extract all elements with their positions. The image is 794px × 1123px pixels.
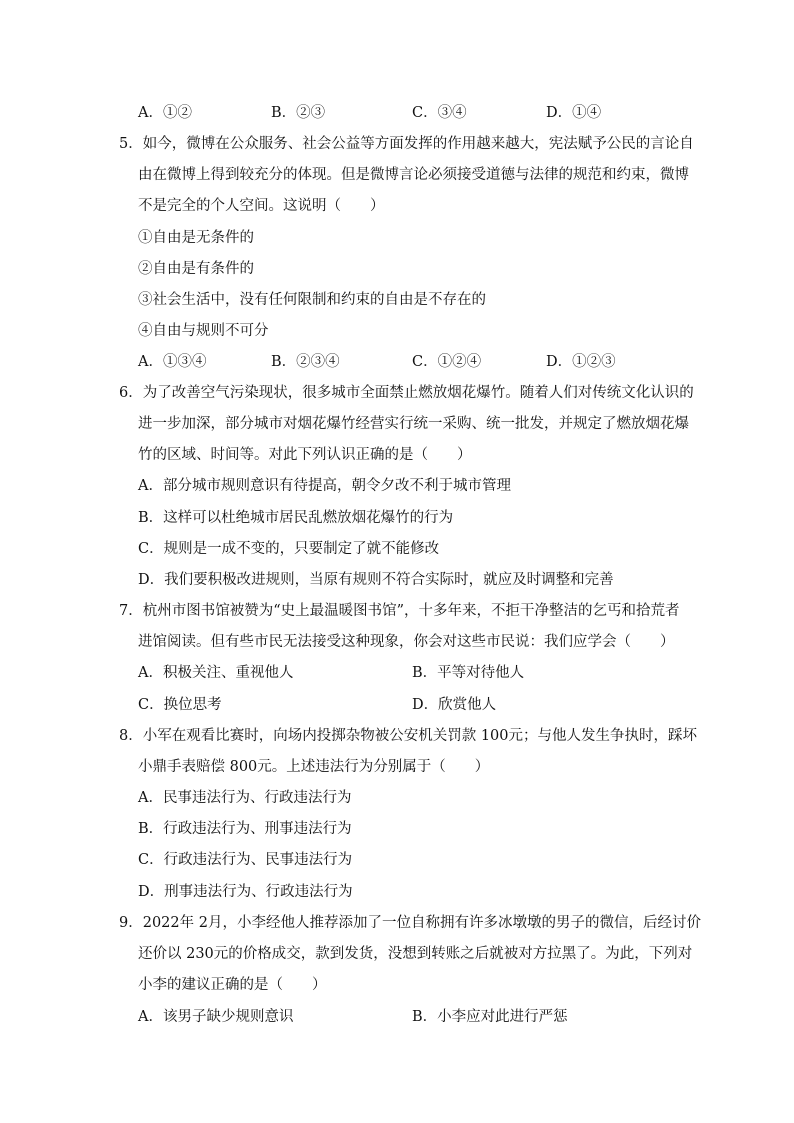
q8-option-d[interactable]: D．刑事违法行为、行政违法行为 <box>138 884 353 900</box>
q6-stem-line-2: 进一步加深，部分城市对烟花爆竹经营实行统一采购、统一批发，并规定了燃放烟花爆 <box>138 416 689 432</box>
q5-item-2: ②自由是有条件的 <box>138 261 254 277</box>
q4-option-d[interactable]: D．①④ <box>546 105 602 121</box>
q6-option-d[interactable]: D．我们要积极改进规则，当原有规则不符合实际时，就应及时调整和完善 <box>138 572 614 588</box>
q5-item-4: ④自由与规则不可分 <box>138 323 269 339</box>
q7-option-a[interactable]: A．积极关注、重视他人 <box>138 665 294 681</box>
q8-stem-line-1: 8．小军在观看比赛时，向场内投掷杂物被公安机关罚款 100元；与他人发生争执时，踩坏 <box>119 728 698 744</box>
q7-stem-line-2: 进馆阅读。但有些市民无法接受这种现象，你会对这些市民说：我们应学会（ ） <box>138 634 675 650</box>
q5-item-1: ①自由是无条件的 <box>138 230 254 246</box>
q5-option-b[interactable]: B．②③④ <box>271 354 340 370</box>
q7-stem-line-1: 7．杭州市图书馆被赞为“史上最温暖图书馆”，十多年来，不拒干净整洁的乞丐和拾荒者 <box>119 603 680 619</box>
q6-option-a[interactable]: A．部分城市规则意识有待提高，朝令夕改不利于城市管理 <box>138 478 511 494</box>
q6-option-c[interactable]: C．规则是一成不变的，只要制定了就不能修改 <box>138 541 440 557</box>
q5-stem-line-2: 由在微博上得到较充分的体现。但是微博言论必须接受道德与法律的规范和约束，微博 <box>138 167 689 183</box>
q9-stem-line-2: 还价以 230元的价格成交，款到发货，没想到转账之后就被对方拉黑了。为此，下列对 <box>138 946 693 962</box>
q5-option-d[interactable]: D．①②③ <box>546 354 616 370</box>
q5-stem-line-3: 不是完全的个人空间。这说明（ ） <box>138 198 385 214</box>
q6-stem-line-3: 竹的区域、时间等。对此下列认识正确的是（ ） <box>138 447 472 463</box>
q5-item-3: ③社会生活中，没有任何限制和约束的自由是不存在的 <box>138 292 486 308</box>
q5-option-c[interactable]: C．①②④ <box>412 354 482 370</box>
q8-option-c[interactable]: C．行政违法行为、民事违法行为 <box>138 852 353 868</box>
q9-stem-line-1: 9．2022年 2月，小李经他人推荐添加了一位自称拥有许多冰墩墩的男子的微信，后经讨价 <box>119 915 701 931</box>
q7-option-c[interactable]: C．换位思考 <box>138 697 222 713</box>
q7-option-d[interactable]: D．欣赏他人 <box>412 697 497 713</box>
q9-option-a[interactable]: A．该男子缺少规则意识 <box>138 1009 294 1025</box>
q9-stem-line-3: 小李的建议正确的是（ ） <box>138 977 327 993</box>
q8-option-b[interactable]: B．行政违法行为、刑事违法行为 <box>138 821 352 837</box>
q4-option-c[interactable]: C．③④ <box>412 105 467 121</box>
q5-stem-line-1: 5．如今，微博在公众服务、社会公益等方面发挥的作用越来越大，宪法赋予公民的言论自 <box>119 136 694 152</box>
q5-option-a[interactable]: A．①③④ <box>138 354 207 370</box>
q4-option-b[interactable]: B．②③ <box>271 105 326 121</box>
q9-option-b[interactable]: B．小李应对此进行严惩 <box>412 1009 568 1025</box>
q8-option-a[interactable]: A．民事违法行为、行政违法行为 <box>138 790 352 806</box>
q4-option-a[interactable]: A．①② <box>138 105 192 121</box>
q6-stem-line-1: 6．为了改善空气污染现状，很多城市全面禁止燃放烟花爆竹。随着人们对传统文化认识的 <box>119 385 694 401</box>
q7-option-b[interactable]: B．平等对待他人 <box>412 665 525 681</box>
q8-stem-line-2: 小鼎手表赔偿 800元。上述违法行为分别属于（ ） <box>138 759 490 775</box>
q6-option-b[interactable]: B．这样可以杜绝城市居民乱燃放烟花爆竹的行为 <box>138 510 454 526</box>
